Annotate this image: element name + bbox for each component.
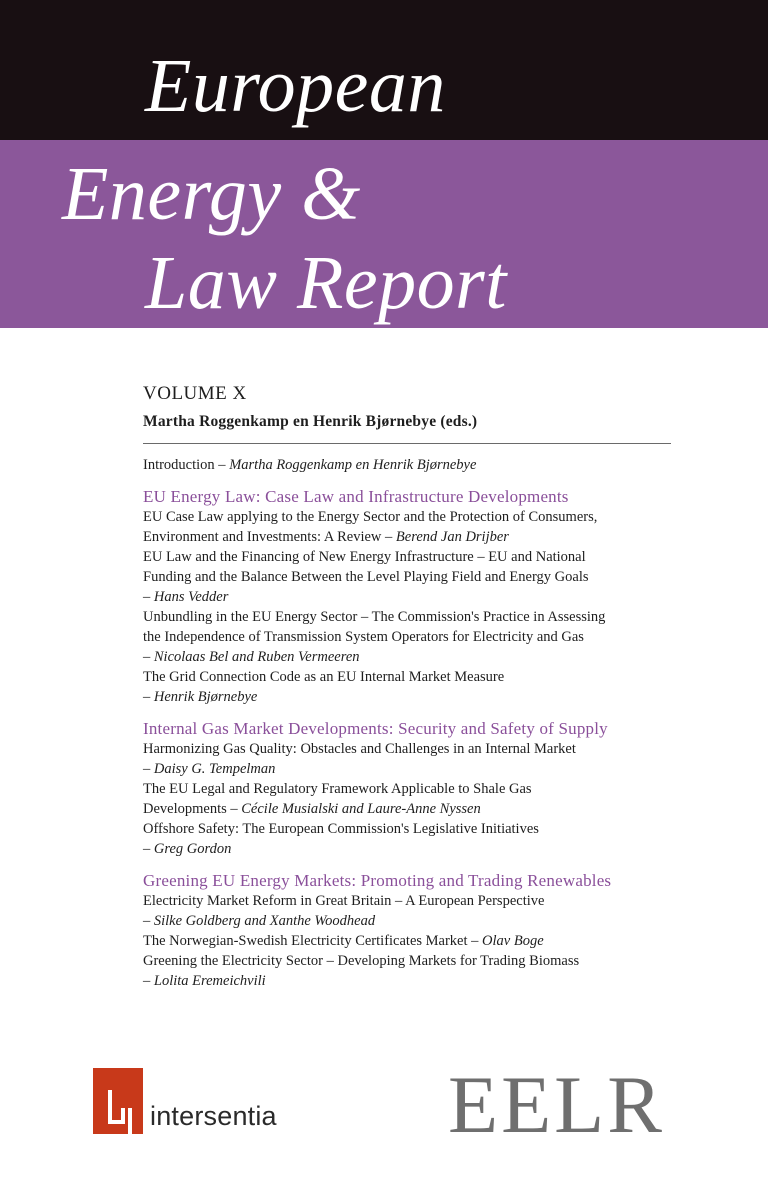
editors-line: Martha Roggenkamp en Henrik Bjørnebye (eds.)	[143, 413, 478, 430]
entry-author: Nicolaas Bel and Ruben Vermeeren	[153, 649, 360, 665]
entry-title-text: The EU Legal and Regulatory Framework Applicable to Shale Gas	[143, 781, 532, 797]
entry-author: Berend Jan Drijber	[395, 529, 509, 545]
toc-entry	[143, 819, 673, 859]
entry-title-text: EU Case Law applying to the Energy Sector and the Protection of Consumers,	[143, 509, 598, 525]
toc-entry	[143, 547, 673, 607]
entry-title-text: –	[143, 973, 154, 989]
entry-line	[143, 547, 673, 567]
section-heading: Internal Gas Market Developments: Security and Safety of Supply	[143, 719, 608, 738]
intersentia-logo-icon	[93, 1068, 143, 1134]
entry-line	[143, 779, 673, 799]
toc-entry	[143, 891, 673, 931]
title-line-1: European	[145, 44, 446, 128]
entry-line	[143, 819, 673, 839]
entry-title-text: –	[143, 913, 154, 929]
entry-title-text: –	[143, 589, 154, 605]
entry-title-text: Unbundling in the EU Energy Sector – The Commission's Practice in Assessing	[143, 609, 606, 625]
entry-line	[143, 587, 673, 607]
entry-author: Silke Goldberg and Xanthe Woodhead	[153, 913, 376, 929]
section-heading: Greening EU Energy Markets: Promoting and Trading Renewables	[143, 871, 612, 890]
intro-entry	[143, 455, 673, 475]
entry-title-text: Environment and Investments: A Review –	[143, 529, 396, 545]
entry-line	[143, 971, 673, 991]
entry-line	[143, 647, 673, 667]
entry-title-text: The Norwegian-Swedish Electricity Certificates Market –	[143, 933, 483, 949]
section-heading: EU Energy Law: Case Law and Infrastructure Developments	[143, 487, 569, 506]
publisher-name: intersentia	[150, 1101, 277, 1131]
divider-rule	[143, 443, 671, 444]
entry-title-text: –	[143, 689, 154, 705]
toc-entry	[143, 931, 673, 951]
entry-title-text: –	[143, 649, 154, 665]
entry-line	[143, 607, 673, 627]
entry-line	[143, 627, 673, 647]
entry-line	[143, 951, 673, 971]
contents-block	[143, 382, 673, 991]
entry-line	[143, 739, 673, 759]
sections-list	[143, 486, 673, 991]
entry-line	[143, 687, 673, 707]
entry-author: Cécile Musialski and Laure-Anne Nyssen	[241, 801, 481, 817]
entry-author: Henrik Bjørnebye	[153, 689, 258, 705]
title-line-3: Law Report	[145, 241, 507, 325]
toc-entry	[143, 739, 673, 779]
entry-author: Hans Vedder	[153, 589, 229, 605]
toc-entry	[143, 607, 673, 667]
entry-author: Lolita Eremeichvili	[153, 973, 266, 989]
toc-entry	[143, 779, 673, 819]
entry-title-text: Greening the Electricity Sector – Developing Markets for Trading Biomass	[143, 953, 580, 969]
entry-title-text: –	[143, 841, 154, 857]
entry-line	[143, 667, 673, 687]
entry-line	[143, 931, 673, 951]
entry-author: Greg Gordon	[153, 841, 232, 857]
entry-line	[143, 759, 673, 779]
toc-entry	[143, 507, 673, 547]
intro-text: Introduction –	[143, 457, 230, 473]
entry-title-text: Funding and the Balance Between the Level Playing Field and Energy Goals	[143, 569, 589, 585]
entry-title-text: Electricity Market Reform in Great Britain – A European Perspective	[143, 893, 545, 909]
title-line-2: Energy &	[62, 152, 361, 236]
entry-author: Olav Boge	[482, 933, 544, 949]
toc-entry	[143, 951, 673, 991]
entry-line	[143, 839, 673, 859]
entry-line	[143, 527, 673, 547]
entry-title-text: the Independence of Transmission System Operators for Electricity and Gas	[143, 629, 584, 645]
entry-line	[143, 911, 673, 931]
entry-title-text: EU Law and the Financing of New Energy Infrastructure – EU and National	[143, 549, 586, 565]
entry-line	[143, 799, 673, 819]
entry-title-text: –	[143, 761, 154, 777]
entry-author: Daisy G. Tempelman	[153, 761, 276, 777]
entry-title-text: Offshore Safety: The European Commission's Legislative Initiatives	[143, 821, 539, 837]
entry-title-text: Harmonizing Gas Quality: Obstacles and Challenges in an Internal Market	[143, 741, 576, 757]
entry-title-text: The Grid Connection Code as an EU Internal Market Measure	[143, 669, 505, 685]
entry-line	[143, 891, 673, 911]
entry-title-text: Developments –	[143, 801, 242, 817]
intro-author: Martha Roggenkamp en Henrik Bjørnebye	[229, 457, 477, 473]
series-acronym: EELR	[448, 1059, 665, 1150]
toc-entry	[143, 667, 673, 707]
volume-label: VOLUME X	[143, 383, 247, 404]
entry-line	[143, 507, 673, 527]
entry-line	[143, 567, 673, 587]
